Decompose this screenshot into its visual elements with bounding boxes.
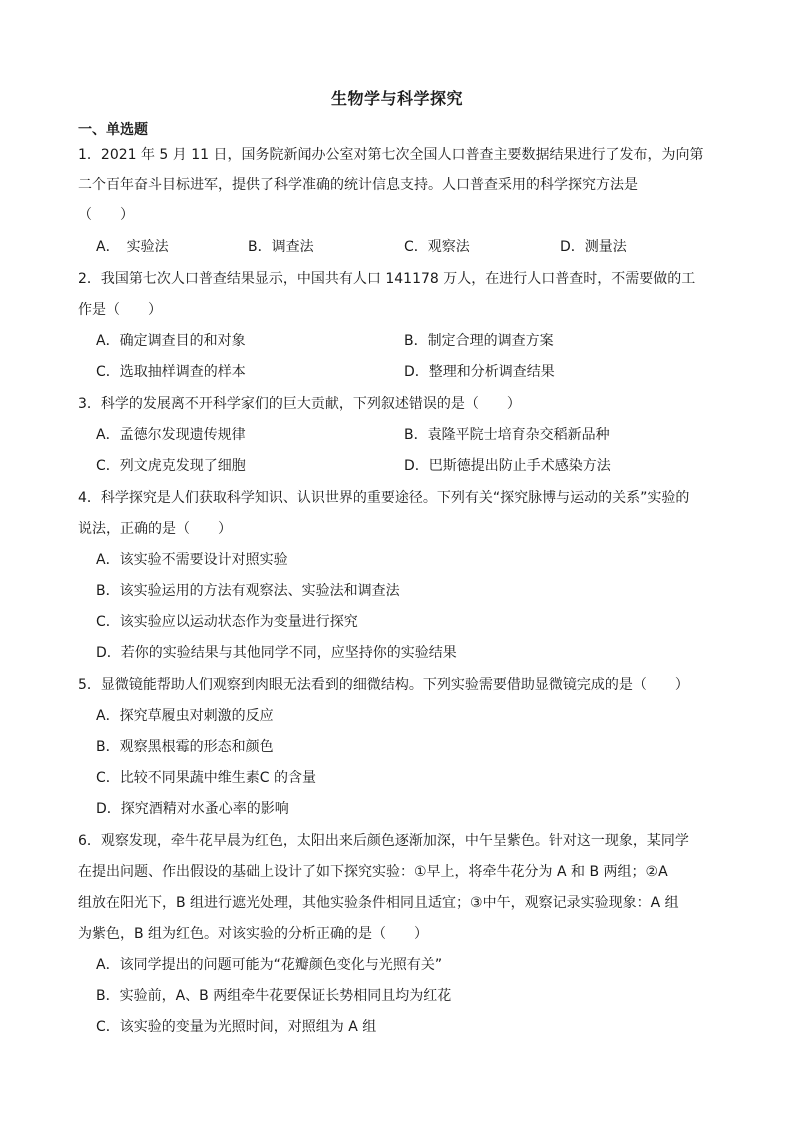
section-heading: 一、单选题 xyxy=(78,122,148,138)
option-c: C．观察法 xyxy=(404,239,470,255)
option-c: C．选取抽样调查的样本 xyxy=(96,364,246,380)
option-c: C．该实验的变量为光照时间，对照组为 A 组 xyxy=(96,1019,377,1035)
option-b: B．该实验运用的方法有观察法、实验法和调查法 xyxy=(96,583,400,599)
question-text-line: 作是（ ） xyxy=(78,302,162,318)
question-text-line: 5．显微镜能帮助人们观察到肉眼无法看到的细微结构。下列实验需要借助显微镜完成的是（ ） xyxy=(78,677,689,693)
question-text-line: 组放在阳光下，B 组进行遮光处理，其他实验条件相同且适宜；③中午，观察记录实验现象：A 组 xyxy=(78,895,679,911)
question-text-line: 二个百年奋斗目标进军，提供了科学准确的统计信息支持。人口普查采用的科学探究方法是 xyxy=(78,177,638,193)
option-a: A．该同学提出的问题可能为“花瓣颜色变化与光照有关” xyxy=(96,957,443,973)
option-a: A． 实验法 xyxy=(96,239,169,255)
option-d: D．巴斯德提出防止手术感染方法 xyxy=(404,458,611,474)
option-b: B．制定合理的调查方案 xyxy=(404,333,554,349)
option-c: C．比较不同果蔬中维生素C 的含量 xyxy=(96,770,317,786)
question-text-line: 3．科学的发展离不开科学家们的巨大贡献，下列叙述错误的是（ ） xyxy=(78,396,521,412)
question-text-line: 6．观察发现，牵牛花早晨为红色，太阳出来后颜色逐渐加深，中午呈紫色。针对这一现象，某同学 xyxy=(78,833,689,849)
option-c: C．列文虎克发现了细胞 xyxy=(96,458,246,474)
option-d: D．整理和分析调查结果 xyxy=(404,364,555,380)
question-text-line: 4．科学探究是人们获取科学知识、认识世界的重要途径。下列有关“探究脉博与运动的关系”实验的 xyxy=(78,490,690,506)
option-a: A．探究草履虫对刺激的反应 xyxy=(96,708,274,724)
question-text-line: 为紫色，B 组为红色。对该实验的分析正确的是（ ） xyxy=(78,926,429,942)
question-text-line: 说法，正确的是（ ） xyxy=(78,521,232,537)
option-d: D．测量法 xyxy=(560,239,627,255)
option-a: A．孟德尔发现遗传规律 xyxy=(96,427,246,443)
question-text-line: （ ） xyxy=(78,207,134,223)
question-text-line: 1．2021 年 5 月 11 日，国务院新闻办公室对第七次全国人口普查主要数据结果进行了发布，为向第 xyxy=(78,147,704,163)
document-title: 生物学与科学探究 xyxy=(330,89,463,108)
option-d: D．探究酒精对水蚤心率的影响 xyxy=(96,801,289,817)
option-b: B．实验前，A、B 两组牵牛花要保证长势相同且均为红花 xyxy=(96,988,452,1004)
question-text-line: 2．我国第七次人口普查结果显示，中国共有人口 141178 万人，在进行人口普查时，不需要做的工 xyxy=(78,271,696,287)
option-b: B．调查法 xyxy=(248,239,314,255)
option-d: D．若你的实验结果与其他同学不同，应坚持你的实验结果 xyxy=(96,645,457,661)
option-c: C．该实验应以运动状态作为变量进行探究 xyxy=(96,614,358,630)
question-text-line: 在提出问题、作出假设的基础上设计了如下探究实验：①早上，将牵牛花分为 A 和 B 两组；②A xyxy=(78,864,668,880)
option-b: B．袁隆平院士培育杂交稻新品种 xyxy=(404,427,610,443)
option-b: B．观察黑根霉的形态和颜色 xyxy=(96,739,274,755)
option-a: A．确定调查目的和对象 xyxy=(96,333,246,349)
option-a: A．该实验不需要设计对照实验 xyxy=(96,552,288,568)
